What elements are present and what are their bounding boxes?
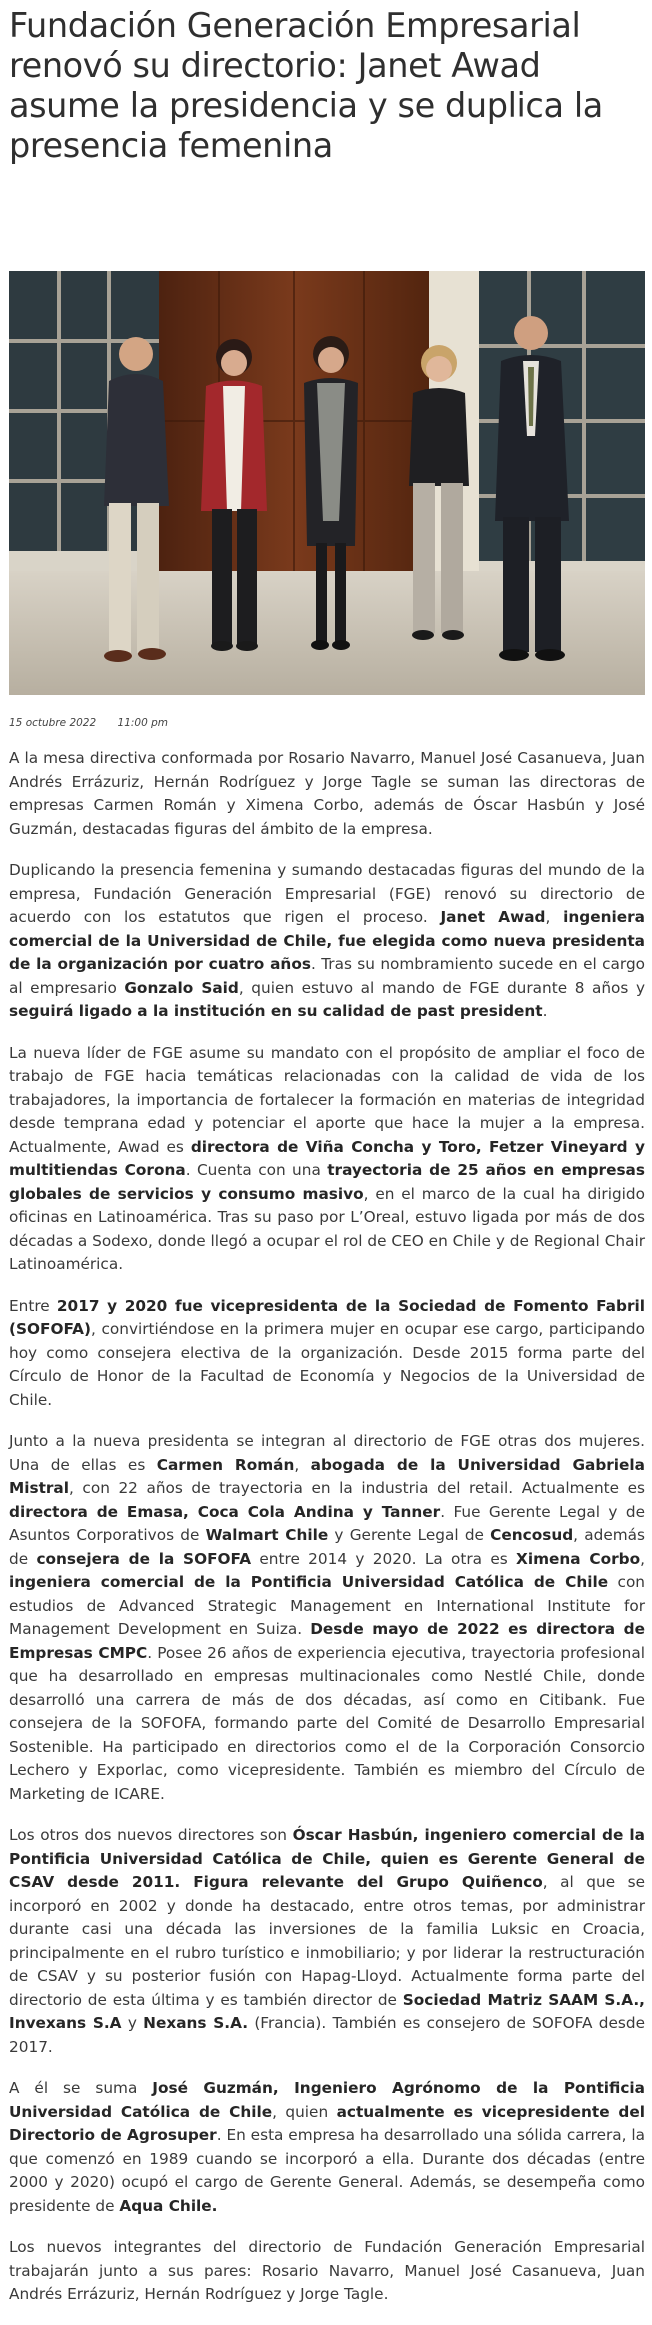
text-run: . En esta empresa ha desarrollado una sólida carrera, la que comenzó en 1989 cuando se incorporó a ella. Durante dos décadas (entre 2000 y 2020) ocupó el cargo de Gerente General. Además, se desempeña como presidente de [9, 2126, 646, 2215]
bold-text-run: Nexans S.A. [143, 2014, 249, 2032]
text-run: . Tras su nombramiento sucede en el cargo al empresario [9, 955, 646, 997]
bold-text-run: Desde mayo de 2022 es directora de Empresas CMPC [9, 1620, 645, 1662]
group-photo-icon [9, 271, 645, 695]
bold-text-run: 2017 y 2020 fue vicepresidenta de la Sociedad de Fomento Fabril (SOFOFA) [9, 1296, 645, 1338]
bold-text-run: Ximena Corbo [516, 1549, 641, 1568]
bold-text-run: ingeniera comercial de la Universidad de Chile, fue elegida como nueva presidenta de la organización por cuatro años [9, 908, 645, 973]
bold-text-run: Walmart Chile [205, 1526, 329, 1544]
text-run: , quien estuvo al mando de FGE durante 8 años y [238, 978, 645, 997]
bold-text-run: Sociedad Matriz SAAM S.A., Invexans S.A [9, 1990, 645, 2032]
text-run: . Posee 26 años de experiencia ejecutiva, trayectoria profesional que ha desarrollado en empresas multinacionales como Nestlé Chile, donde desarrolló una carrera de más de dos décadas, así como en Citibank. Fue consejera de la SOFOFA, formando parte del Comité de Desarrollo Empresarial Sostenible. Ha participado en directorios como el de la Corporación Consorcio Lechero y Exporlac, como vicepresidente. También es miembro del Círculo de Marketing de ICARE. [9, 1643, 645, 1803]
text-run: y Gerente Legal de [328, 1526, 491, 1544]
text-run: La nueva líder de FGE asume su mandato con el propósito de ampliar el foco de trabajo de FGE hacia temáticas relacionadas con la calidad de vida de los trabajadores, la importancia de fortalecer la formación en materias de integridad desde temprana edad y potenciar el aporte que hace la mujer a la empresa. Actualmente, Awad es [9, 1043, 645, 1156]
bold-text-run: Aqua Chile. [119, 2196, 218, 2215]
bold-text-run: trayectoria de 25 años en empresas globales de servicios y consumo masivo [9, 1161, 645, 1203]
bold-text-run: consejera de la SOFOFA [36, 1549, 252, 1568]
article-paragraph [9, 859, 645, 1024]
article-paragraph [9, 2077, 645, 2218]
text-run: Los otros dos nuevos directores son [9, 1826, 293, 1844]
article-meta [9, 717, 186, 729]
text-run: Junto a la nueva presidenta se integran al directorio de FGE otras dos mujeres. Una de ellas es [9, 1432, 645, 1474]
article-paragraph [9, 1430, 645, 1806]
text-run: . Fue Gerente Legal y de Asuntos Corporativos de [9, 1502, 646, 1544]
text-run: A él se suma [9, 2079, 153, 2097]
text-run: . Cuenta con una [185, 1161, 328, 1179]
text-run: , convirtiéndose en la primera mujer en ocupar ese cargo, participando hoy como consejera electiva de la organización. Desde 2015 forma parte del Círculo de Honor de la Facultad de Economía y Negocios de la Universidad de Chile. [9, 1320, 645, 1409]
text-run: Entre [9, 1296, 57, 1315]
article-body [9, 747, 645, 2325]
text-run: , [640, 1549, 645, 1568]
text-run: con estudios de Advanced Strategic Management en International Institute for Management Development en Suiza. [9, 1573, 645, 1638]
article-paragraph [9, 1824, 645, 2059]
bold-text-run: directora de Viña Concha y Toro, Fetzer Vineyard y multitiendas Corona [9, 1137, 645, 1179]
article-paragraph [9, 1295, 645, 1413]
text-run: , en el marco de la cual ha dirigido oficinas en Latinoamérica. Tras su paso por L’Oreal, estuvo ligada por más de dos décadas a Sodexo, donde llegó a ocupar el rol de CEO en Chile y de Regional Chair Latinoamérica. [9, 1184, 645, 1273]
publish-time: 11:00 pm [117, 717, 169, 729]
bold-text-run: actualmente es vicepresidente del Directorio de Agrosuper [9, 2102, 645, 2144]
text-run: (Francia). También es consejero de SOFOFA desde 2017. [9, 2014, 646, 2056]
text-run: , quien [272, 2102, 337, 2121]
article-paragraph [9, 1042, 645, 1277]
text-run: . [542, 1002, 548, 1020]
bold-text-run: Cencosud [490, 1526, 574, 1544]
text-run: Los nuevos integrantes del directorio de Fundación Generación Empresarial trabajarán junto a sus pares: Rosario Navarro, Manuel José Casanueva, Juan Andrés Errázuriz, Hernán Rodríguez y Jorge Tagle. [9, 2238, 645, 2303]
text-run: Duplicando la presencia femenina y sumando destacadas figuras del mundo de la empresa, Fundación Generación Empresarial (FGE) renovó su directorio de acuerdo con los estatutos que rigen el proceso. [9, 861, 645, 926]
text-run: A la mesa directiva conformada por Rosario Navarro, Manuel José Casanueva, Juan Andrés Errázuriz, Hernán Rodríguez y Jorge Tagle se suman las directoras de empresas Carmen Román y Ximena Corbo, además de Óscar Hasbún y José Guzmán, destacadas figuras del ámbito de la empresa. [9, 749, 645, 838]
bold-text-run: José Guzmán, Ingeniero Agrónomo de la Pontificia Universidad Católica de Chile [9, 2079, 645, 2121]
text-run: , al que se incorporó en 2002 y donde ha destacado, entre otros temas, por administrar durante casi una década las inversiones de la familia Luksic en Croacia, principalmente en el rubro turístico e inmobiliario; y por liderar la restructuración de CSAV y su posterior fusión con Hapag-Lloyd. Actualmente forma parte del directorio de esta última y es también director de [9, 1873, 645, 2009]
bold-text-run: Gonzalo Said [124, 978, 239, 997]
article-paragraph [9, 2236, 645, 2307]
article-paragraph [9, 747, 645, 841]
bold-text-run: abogada de la Universidad Gabriela Mistral [9, 1455, 645, 1497]
text-run: , con 22 años de trayectoria en la industria del retail. Actualmente es [69, 1479, 645, 1497]
bold-text-run: seguirá ligado a la institución en su calidad de past president [9, 1002, 543, 1020]
text-run: , [294, 1455, 311, 1474]
bold-text-run: ingeniera comercial de la Pontificia Universidad Católica de Chile [9, 1573, 609, 1591]
publish-date: 15 octubre 2022 [9, 717, 97, 729]
text-run: , [545, 908, 564, 926]
bold-text-run: directora de Emasa, Coca Cola Andina y Tanner [9, 1502, 441, 1521]
bold-text-run: Óscar Hasbún, ingeniero comercial de la Pontificia Universidad Católica de Chile, quien es Gerente General de CSAV desde 2011. Figura relevante del Grupo Quiñenco [9, 1826, 645, 1891]
text-run: entre 2014 y 2020. La otra es [251, 1549, 517, 1568]
text-run: , además de [9, 1526, 645, 1568]
text-run: y [121, 2014, 144, 2032]
board-group-photo [9, 271, 645, 695]
bold-text-run: Janet Awad [440, 908, 546, 926]
article-title: Fundación Generación Empresarial renovó su directorio: Janet Awad asume la presidencia y se duplica la presencia femenina [9, 6, 603, 165]
bold-text-run: Carmen Román [156, 1455, 295, 1474]
